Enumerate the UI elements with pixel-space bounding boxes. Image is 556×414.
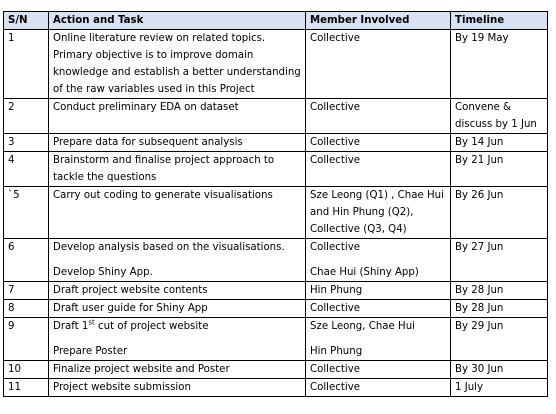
- project-plan-table: [3, 11, 548, 397]
- table-row: [4, 187, 548, 239]
- action-line: Develop Shiny App.: [53, 267, 153, 278]
- cell-action: Carry out coding to generate visualisations: [49, 187, 306, 239]
- cell-action: Online literature review on related topics. Primary objective is to improve domain knowledge and establish a better understanding of the raw variables used in this Project: [49, 30, 306, 99]
- header-row: [4, 12, 548, 30]
- cell-sn: 3: [4, 134, 49, 152]
- cell-sn: 2: [4, 99, 49, 134]
- cell-sn: 6: [4, 239, 49, 282]
- action-text: cut of project website: [94, 321, 209, 332]
- cell-member: Collective: [306, 99, 451, 134]
- table-row: [4, 282, 548, 300]
- cell-sn: 9: [4, 318, 49, 361]
- member-line: Collective: [310, 242, 360, 253]
- cell-action: [49, 239, 306, 282]
- cell-timeline: By 14 Jun: [451, 134, 548, 152]
- cell-sn: `5: [4, 187, 49, 239]
- header-timeline: Timeline: [451, 12, 548, 30]
- member-line: Hin Phung: [310, 346, 363, 357]
- table-row: [4, 300, 548, 318]
- cell-timeline: By 28 Jun: [451, 300, 548, 318]
- cell-action: Brainstorm and finalise project approach to tackle the questions: [49, 152, 306, 187]
- cell-member: Collective: [306, 30, 451, 99]
- cell-timeline: By 19 May: [451, 30, 548, 99]
- cell-member: Collective: [306, 379, 451, 397]
- cell-sn: 8: [4, 300, 49, 318]
- cell-timeline: By 27 Jun: [451, 239, 548, 282]
- table-row: [4, 134, 548, 152]
- table-row: [4, 239, 548, 282]
- cell-member: Collective: [306, 361, 451, 379]
- action-text: Draft 1: [53, 321, 89, 332]
- cell-action: Draft project website contents: [49, 282, 306, 300]
- cell-member: [306, 318, 451, 361]
- table-row: [4, 361, 548, 379]
- cell-timeline: By 21 Jun: [451, 152, 548, 187]
- header-action: Action and Task: [49, 12, 306, 30]
- action-line: Prepare Poster: [53, 346, 128, 357]
- cell-action: Finalize project website and Poster: [49, 361, 306, 379]
- table-row: [4, 318, 548, 361]
- cell-member: Collective: [306, 134, 451, 152]
- action-line: [53, 318, 301, 335]
- cell-action: Draft user guide for Shiny App: [49, 300, 306, 318]
- table-row: [4, 379, 548, 397]
- table-row: [4, 30, 548, 99]
- ordinal-suffix: st: [88, 318, 95, 327]
- action-line: Develop analysis based on the visualisations.: [53, 242, 285, 253]
- member-line: Chae Hui (Shiny App): [310, 267, 419, 278]
- cell-sn: 1: [4, 30, 49, 99]
- cell-timeline: By 30 Jun: [451, 361, 548, 379]
- cell-sn: 4: [4, 152, 49, 187]
- cell-member: Collective: [306, 152, 451, 187]
- cell-member: Hin Phung: [306, 282, 451, 300]
- cell-action: Prepare data for subsequent analysis: [49, 134, 306, 152]
- cell-timeline: 1 July: [451, 379, 548, 397]
- cell-action: Project website submission: [49, 379, 306, 397]
- cell-action: [49, 318, 306, 361]
- header-member: Member Involved: [306, 12, 451, 30]
- header-sn: S/N: [4, 12, 49, 30]
- cell-timeline: Convene & discuss by 1 Jun: [451, 99, 548, 134]
- cell-timeline: By 26 Jun: [451, 187, 548, 239]
- cell-timeline: By 29 Jun: [451, 318, 548, 361]
- cell-member: [306, 239, 451, 282]
- cell-sn: 11: [4, 379, 49, 397]
- member-line: Sze Leong, Chae Hui: [310, 321, 415, 332]
- cell-action: Conduct preliminary EDA on dataset: [49, 99, 306, 134]
- cell-member: Sze Leong (Q1) , Chae Hui and Hin Phung (Q2), Collective (Q3, Q4): [306, 187, 451, 239]
- cell-sn: 10: [4, 361, 49, 379]
- cell-timeline: By 28 Jun: [451, 282, 548, 300]
- cell-sn: 7: [4, 282, 49, 300]
- table-row: [4, 99, 548, 134]
- table-row: [4, 152, 548, 187]
- cell-member: Collective: [306, 300, 451, 318]
